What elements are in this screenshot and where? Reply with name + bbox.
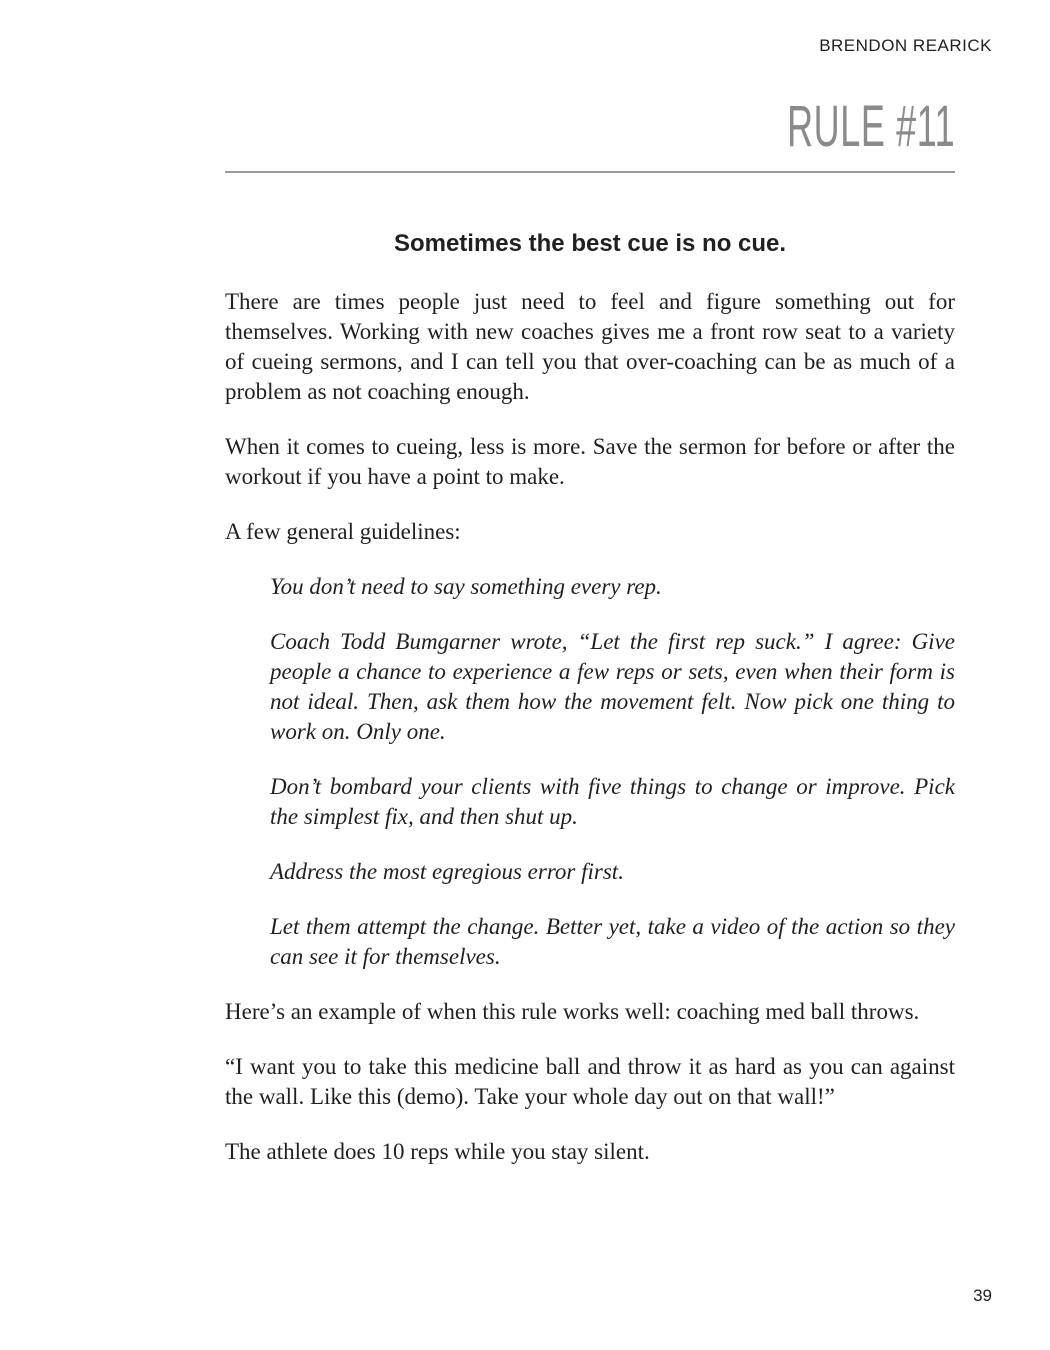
page-number: 39	[973, 1286, 992, 1305]
paragraph: The athlete does 10 reps while you stay silent.	[225, 1139, 650, 1164]
paragraph: Here’s an example of when this rule works well: coaching med ball throws.	[225, 999, 920, 1024]
guideline-item: You don’t need to say something every rep.	[270, 574, 662, 599]
guideline-item: Coach Todd Bumgarner wrote, “Let the first rep suck.” I agree: Give people a chance to experience a few reps or sets, even when their form is not ideal. Then, ask them how the movement felt. Now pick one thing to work on. Only one.	[270, 629, 955, 744]
paragraph: There are times people just need to feel and figure something out for themselves. Working with new coaches gives me a front row seat to a variety of cueing sermons, and I can tell you that over-coaching can be as much of a problem as not coaching enough.	[225, 289, 955, 404]
guideline-item: Address the most egregious error first.	[270, 859, 624, 884]
paragraph: “I want you to take this medicine ball and throw it as hard as you can against the wall. Like this (demo). Take your whole day out on that wall!”	[225, 1054, 955, 1109]
title-divider	[225, 171, 955, 173]
paragraph: When it comes to cueing, less is more. Save the sermon for before or after the workout if you have a point to make.	[225, 434, 955, 489]
paragraph: A few general guidelines:	[225, 519, 461, 544]
guideline-item: Don’t bombard your clients with five things to change or improve. Pick the simplest fix, and then shut up.	[270, 774, 955, 829]
chapter-title: RULE #11	[786, 94, 955, 159]
guideline-item: Let them attempt the change. Better yet, take a video of the action so they can see it for themselves.	[270, 914, 955, 969]
body-text	[225, 287, 955, 1192]
section-subtitle: Sometimes the best cue is no cue.	[393, 230, 787, 257]
running-head: BRENDON REARICK	[819, 36, 992, 55]
